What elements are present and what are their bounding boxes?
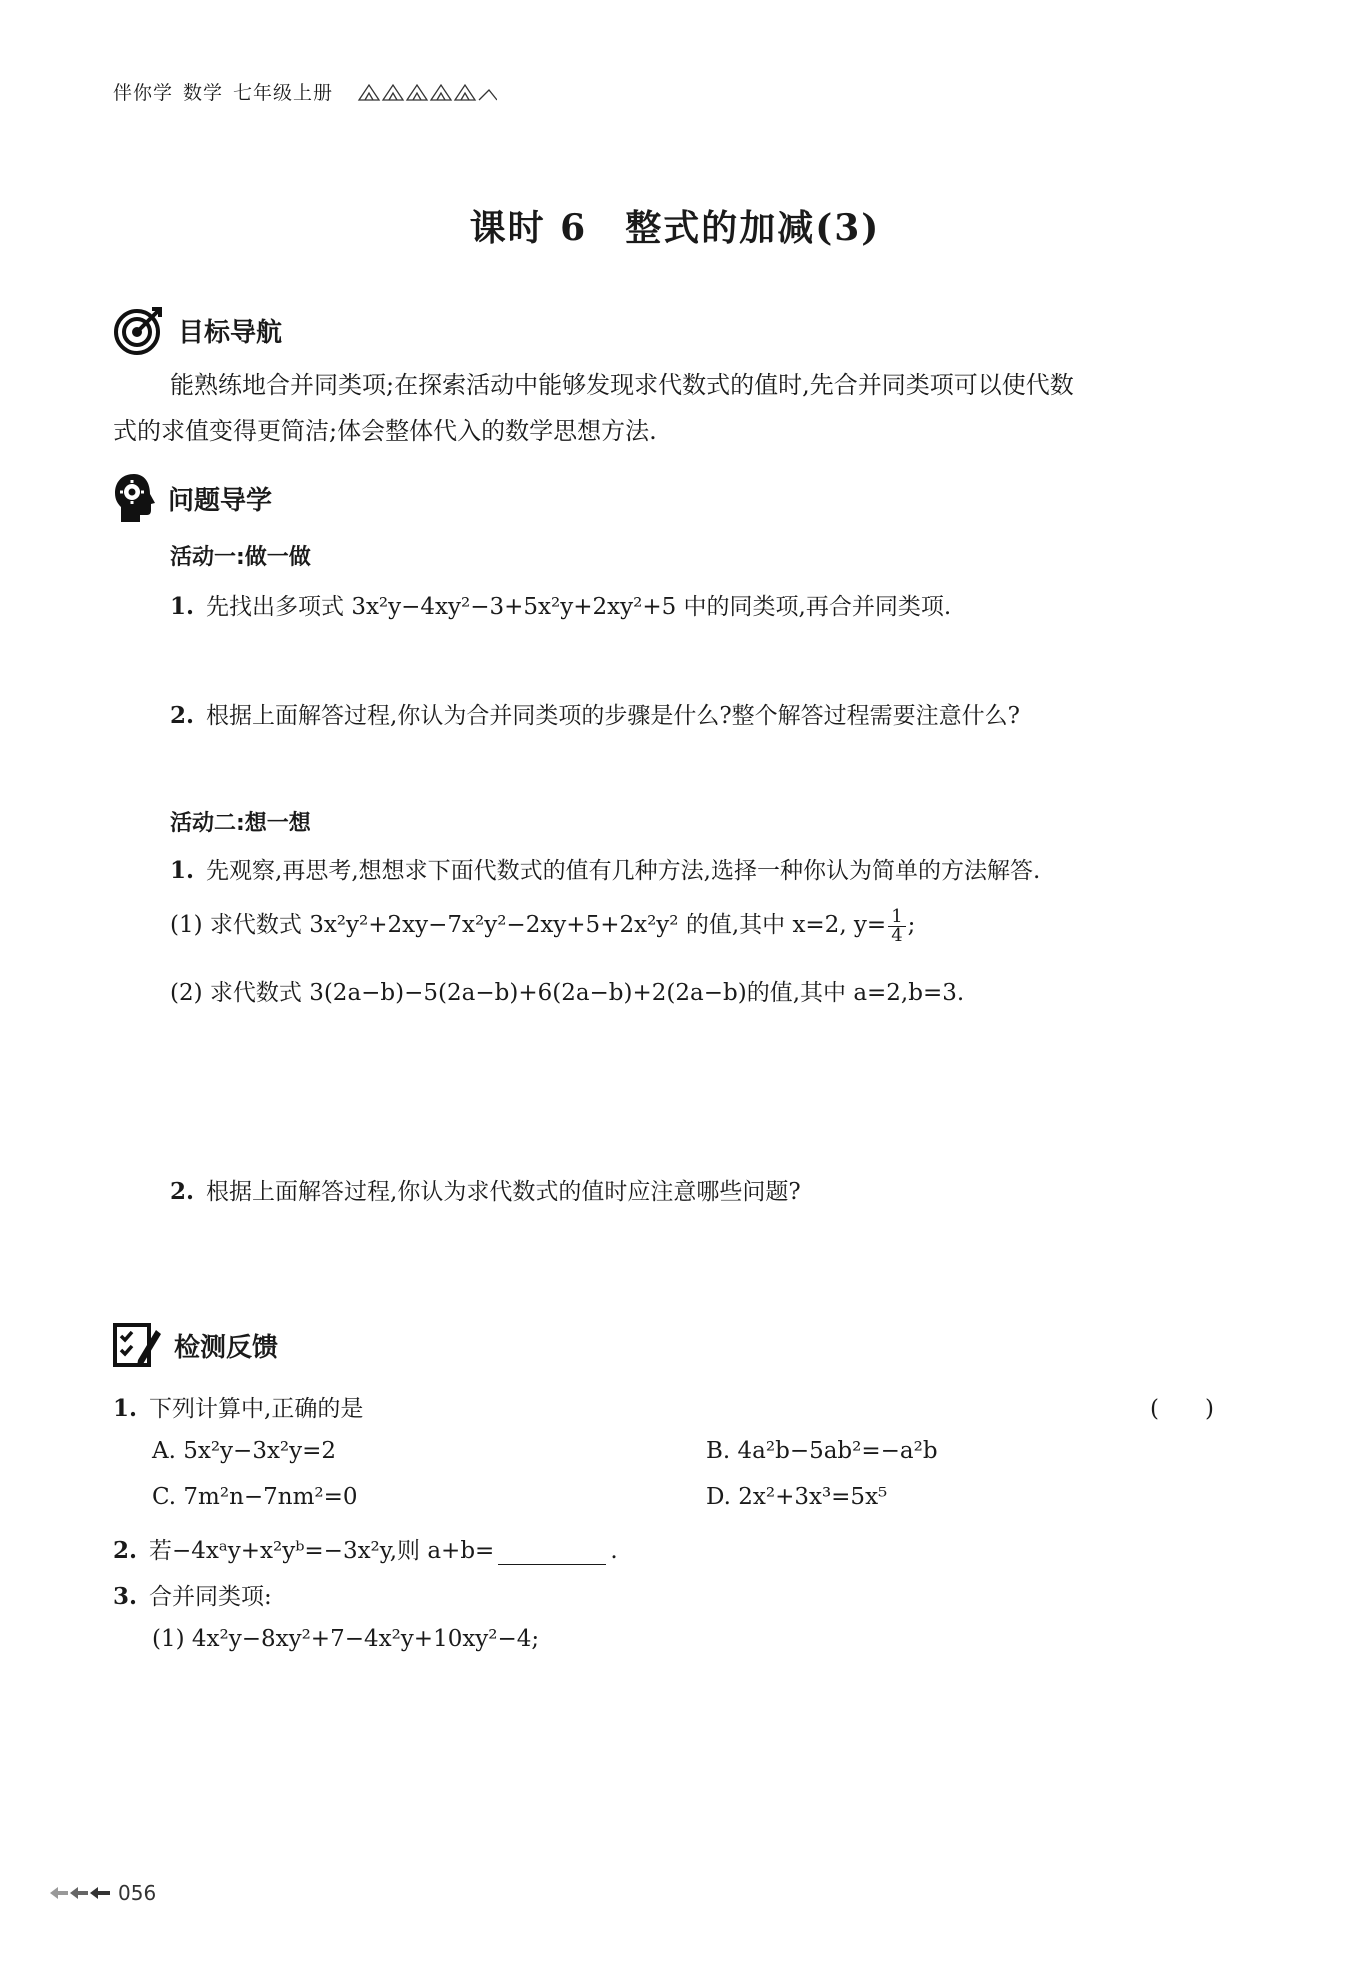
- feedback-question-3: [113, 1578, 272, 1611]
- question-number: 1.: [113, 1395, 138, 1422]
- activity2-subquestion-1: [170, 906, 915, 945]
- feedback-section-heading: [112, 1320, 278, 1370]
- option-a: A. 5x²y−3x²y=2: [152, 1438, 337, 1464]
- head-gear-icon: [112, 472, 156, 524]
- goal-line-2: 式的求值变得更简洁;体会整体代入的数学思想方法.: [113, 417, 657, 445]
- activity2-subquestion-2: [170, 974, 964, 1007]
- question-number: 2.: [113, 1537, 138, 1564]
- activity1-title: 活动一:做一做: [170, 545, 311, 570]
- question-number: 1.: [170, 857, 195, 884]
- question-number: 2.: [170, 1178, 195, 1205]
- page-number: 056: [118, 1881, 157, 1905]
- study-section-heading: [112, 472, 272, 524]
- question-number: 2.: [170, 702, 195, 729]
- fraction-denominator: 4: [891, 924, 903, 946]
- grade-name: 七年级上册: [233, 82, 334, 104]
- goal-section-heading: [112, 303, 282, 357]
- option-b: B. 4a²b−5ab²=−a²b: [706, 1438, 938, 1464]
- subquestion-text: (2) 求代数式 3(2a−b)−5(2a−b)+6(2a−b)+2(2a−b)的值,其中 a=2,b=3.: [170, 980, 965, 1006]
- feedback-question-2: [113, 1532, 618, 1565]
- option-c: C. 7m²n−7nm²=0: [152, 1484, 358, 1510]
- answer-blank[interactable]: [498, 1540, 606, 1565]
- page-title: 课时 6 整式的加减(3): [469, 207, 881, 249]
- activity1-question-2: [170, 697, 1020, 730]
- subquestion-text: (1) 求代数式 3x²y²+2xy−7x²y²−2xy+5+2x²y² 的值,其中 x=2, y=: [170, 912, 887, 938]
- fraction-numerator: 1: [888, 908, 905, 927]
- feedback-question-3-sub-1: (1) 4x²y−8xy²+7−4x²y+10xy²−4;: [152, 1626, 540, 1652]
- question-text: 下列计算中,正确的是: [149, 1396, 364, 1422]
- goal-line-1: 能熟练地合并同类项;在探索活动中能够发现求代数式的值时,先合并同类项可以使代数: [170, 371, 1074, 399]
- activity2-question-1: [170, 852, 1040, 885]
- subject-name: 数学: [183, 82, 224, 104]
- fraction-one-quarter: [888, 905, 905, 946]
- question-text: 先观察,再思考,想想求下面代数式的值有几种方法,选择一种你认为简单的方法解答.: [206, 858, 1041, 884]
- page-footer: [50, 1881, 156, 1905]
- question-text: 若−4xᵃy+x²yᵇ=−3x²y,则 a+b=: [149, 1538, 495, 1564]
- feedback-question-1: [113, 1390, 363, 1423]
- question-text: 先找出多项式 3x²y−4xy²−3+5x²y+2xy²+5 中的同类项,再合并同类项.: [206, 594, 952, 620]
- page-arrows-icon: [50, 1885, 112, 1901]
- target-icon: [112, 303, 166, 357]
- subquestion-end: ;: [907, 912, 916, 938]
- goal-heading-text: 目标导航: [178, 317, 283, 348]
- feedback-heading-text: 检测反馈: [174, 1332, 279, 1363]
- question-number: 1.: [170, 593, 195, 620]
- question-end: .: [610, 1538, 618, 1564]
- activity1-question-1: [170, 588, 951, 621]
- study-heading-text: 问题导学: [168, 485, 273, 516]
- question-text: 根据上面解答过程,你认为求代数式的值时应注意哪些问题?: [206, 1179, 801, 1205]
- option-d: D. 2x²+3x³=5x⁵: [706, 1484, 888, 1510]
- activity2-question-2: [170, 1173, 801, 1206]
- question-number: 3.: [113, 1583, 138, 1610]
- triangle-strip-icon: [357, 82, 497, 102]
- question-text: 根据上面解答过程,你认为合并同类项的步骤是什么?整个解答过程需要注意什么?: [206, 703, 1020, 729]
- answer-parentheses: ( ): [1150, 1396, 1214, 1422]
- activity2-title: 活动二:想一想: [170, 811, 311, 836]
- series-name: 伴你学: [113, 82, 174, 104]
- checklist-pen-icon: [112, 1320, 162, 1370]
- running-header: [113, 78, 497, 105]
- question-text: 合并同类项:: [149, 1584, 272, 1610]
